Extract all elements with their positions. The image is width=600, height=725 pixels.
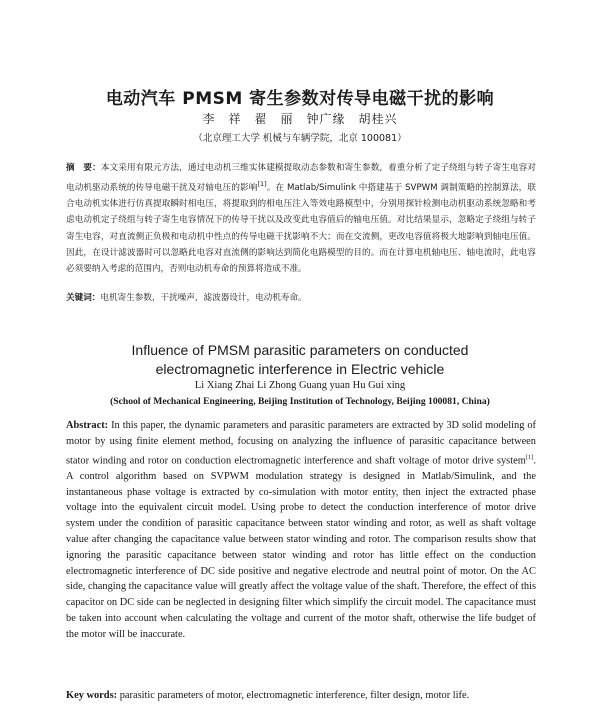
english-authors: Li Xiang Zhai Li Zhong Guang yuan Hu Gui xing [194,380,406,391]
english-abstract-text: In this paper, the dynamic parameters and parasitic parameters are extracted by 3D solid modeling of motor by using finite element method, focusing on analyzing the influence of parasitic capacitance between stator winding and rotor on conduction electromagnetic interference and shaft voltage of motor drive system [66,420,536,467]
english-title-line-1: Influence of PMSM parasitic parameters on conducted [131,342,469,358]
chinese-keywords-text: 电机寄生参数，干扰噪声，滤波器设计，电动机寿命。 [100,293,307,303]
english-title-line-2: electromagnetic interference in Electric vehicle [155,361,445,377]
chinese-authors: 李 祥 翟 丽 钟广缘 胡桂兴 [202,112,398,126]
chinese-keywords-label: 关键词： [66,293,101,303]
english-keywords-text: parasitic parameters of motor, electromagnetic interference, filter design, motor life. [117,690,470,701]
chinese-abstract-text: 本文采用有限元方法，通过电动机三维实体建模提取动态参数和寄生参数，着重分析了定子绕组与转子寄生电容对电动机驱动系统的传导电磁干扰及对轴电压的影响 [66,163,536,194]
english-keywords [66,688,536,703]
chinese-abstract-text-2: 。在 Matlab/Simulink 中搭建基于 SVPWM 调制策略的控制算法，联合电动机实体进行仿真提取瞬时相电压，将提取到的相电压注入等效电路模型中，分别用探针检测电动机驱动系统忽略和考虑电动机定子绕组与转子寄生电容情况下的传导干扰以及改变此电容值后的轴电压值。对比结果显示，忽略定子绕组与转子寄生电容，对直流侧正负极和电动机中性点的传导电磁干扰影响不大；而在交流侧，更改电容值将极大地影响到轴电压值。因此，在设计滤波器时可以忽略此电容对直流侧的影响达到简化电路模型的目的。而在计算电机轴电压、轴电流时，此电容必须要纳入考虑的范围内，否则电动机寿命的预算将造成不准。 [66,183,536,275]
chinese-abstract-ref: [1] [257,180,267,189]
english-abstract-label: Abstract: [66,420,109,431]
chinese-abstract-label: 摘 要： [66,163,101,173]
chinese-title: 电动汽车 PMSM 寄生参数对传导电磁干扰的影响 [105,89,495,109]
chinese-keywords [66,290,536,306]
english-keywords-label: Key words: [66,690,118,701]
chinese-affiliation: （北京理工大学 机械与车辆学院，北京 100081） [193,133,407,144]
english-abstract-ref: [1] [525,453,534,461]
english-abstract-text-2: . A control algorithm based on SVPWM modulation strategy is designed in Matlab/Simulink, and the instantaneous phase voltage is extracted by co-simulation with motor entity, then inject the extracted phase voltage into the equivalent circuit model. Using probe to detect the conduction interference of motor drive system under the condition of parasitic capacitance between stator winding and rotor, as well as shaft voltage value after changing the capacitance value between stator winding and rotor. The comparison results show that ignoring the parasitic capacitance between stator winding and rotor has little effect on the conduction electromagnetic interference of DC side positive and negative electrode and neutral point of motor. On the AC side, changing the capacitance value will greatly affect the voltage value of the shaft. Therefore, the effect of this capacitor on DC side can be neglected in designing filter which simplify the circuit model. The capacitance must be taken into account when calculating the voltage and current of the motor shaft, otherwise the life budget of the motor will be inaccurate. [66,455,536,640]
english-affiliation: (School of Mechanical Engineering, Beijing Institution of Technology, Beijing 100081, China) [110,396,490,407]
chinese-abstract [66,160,536,277]
english-title [0,341,600,379]
english-abstract [66,418,536,643]
